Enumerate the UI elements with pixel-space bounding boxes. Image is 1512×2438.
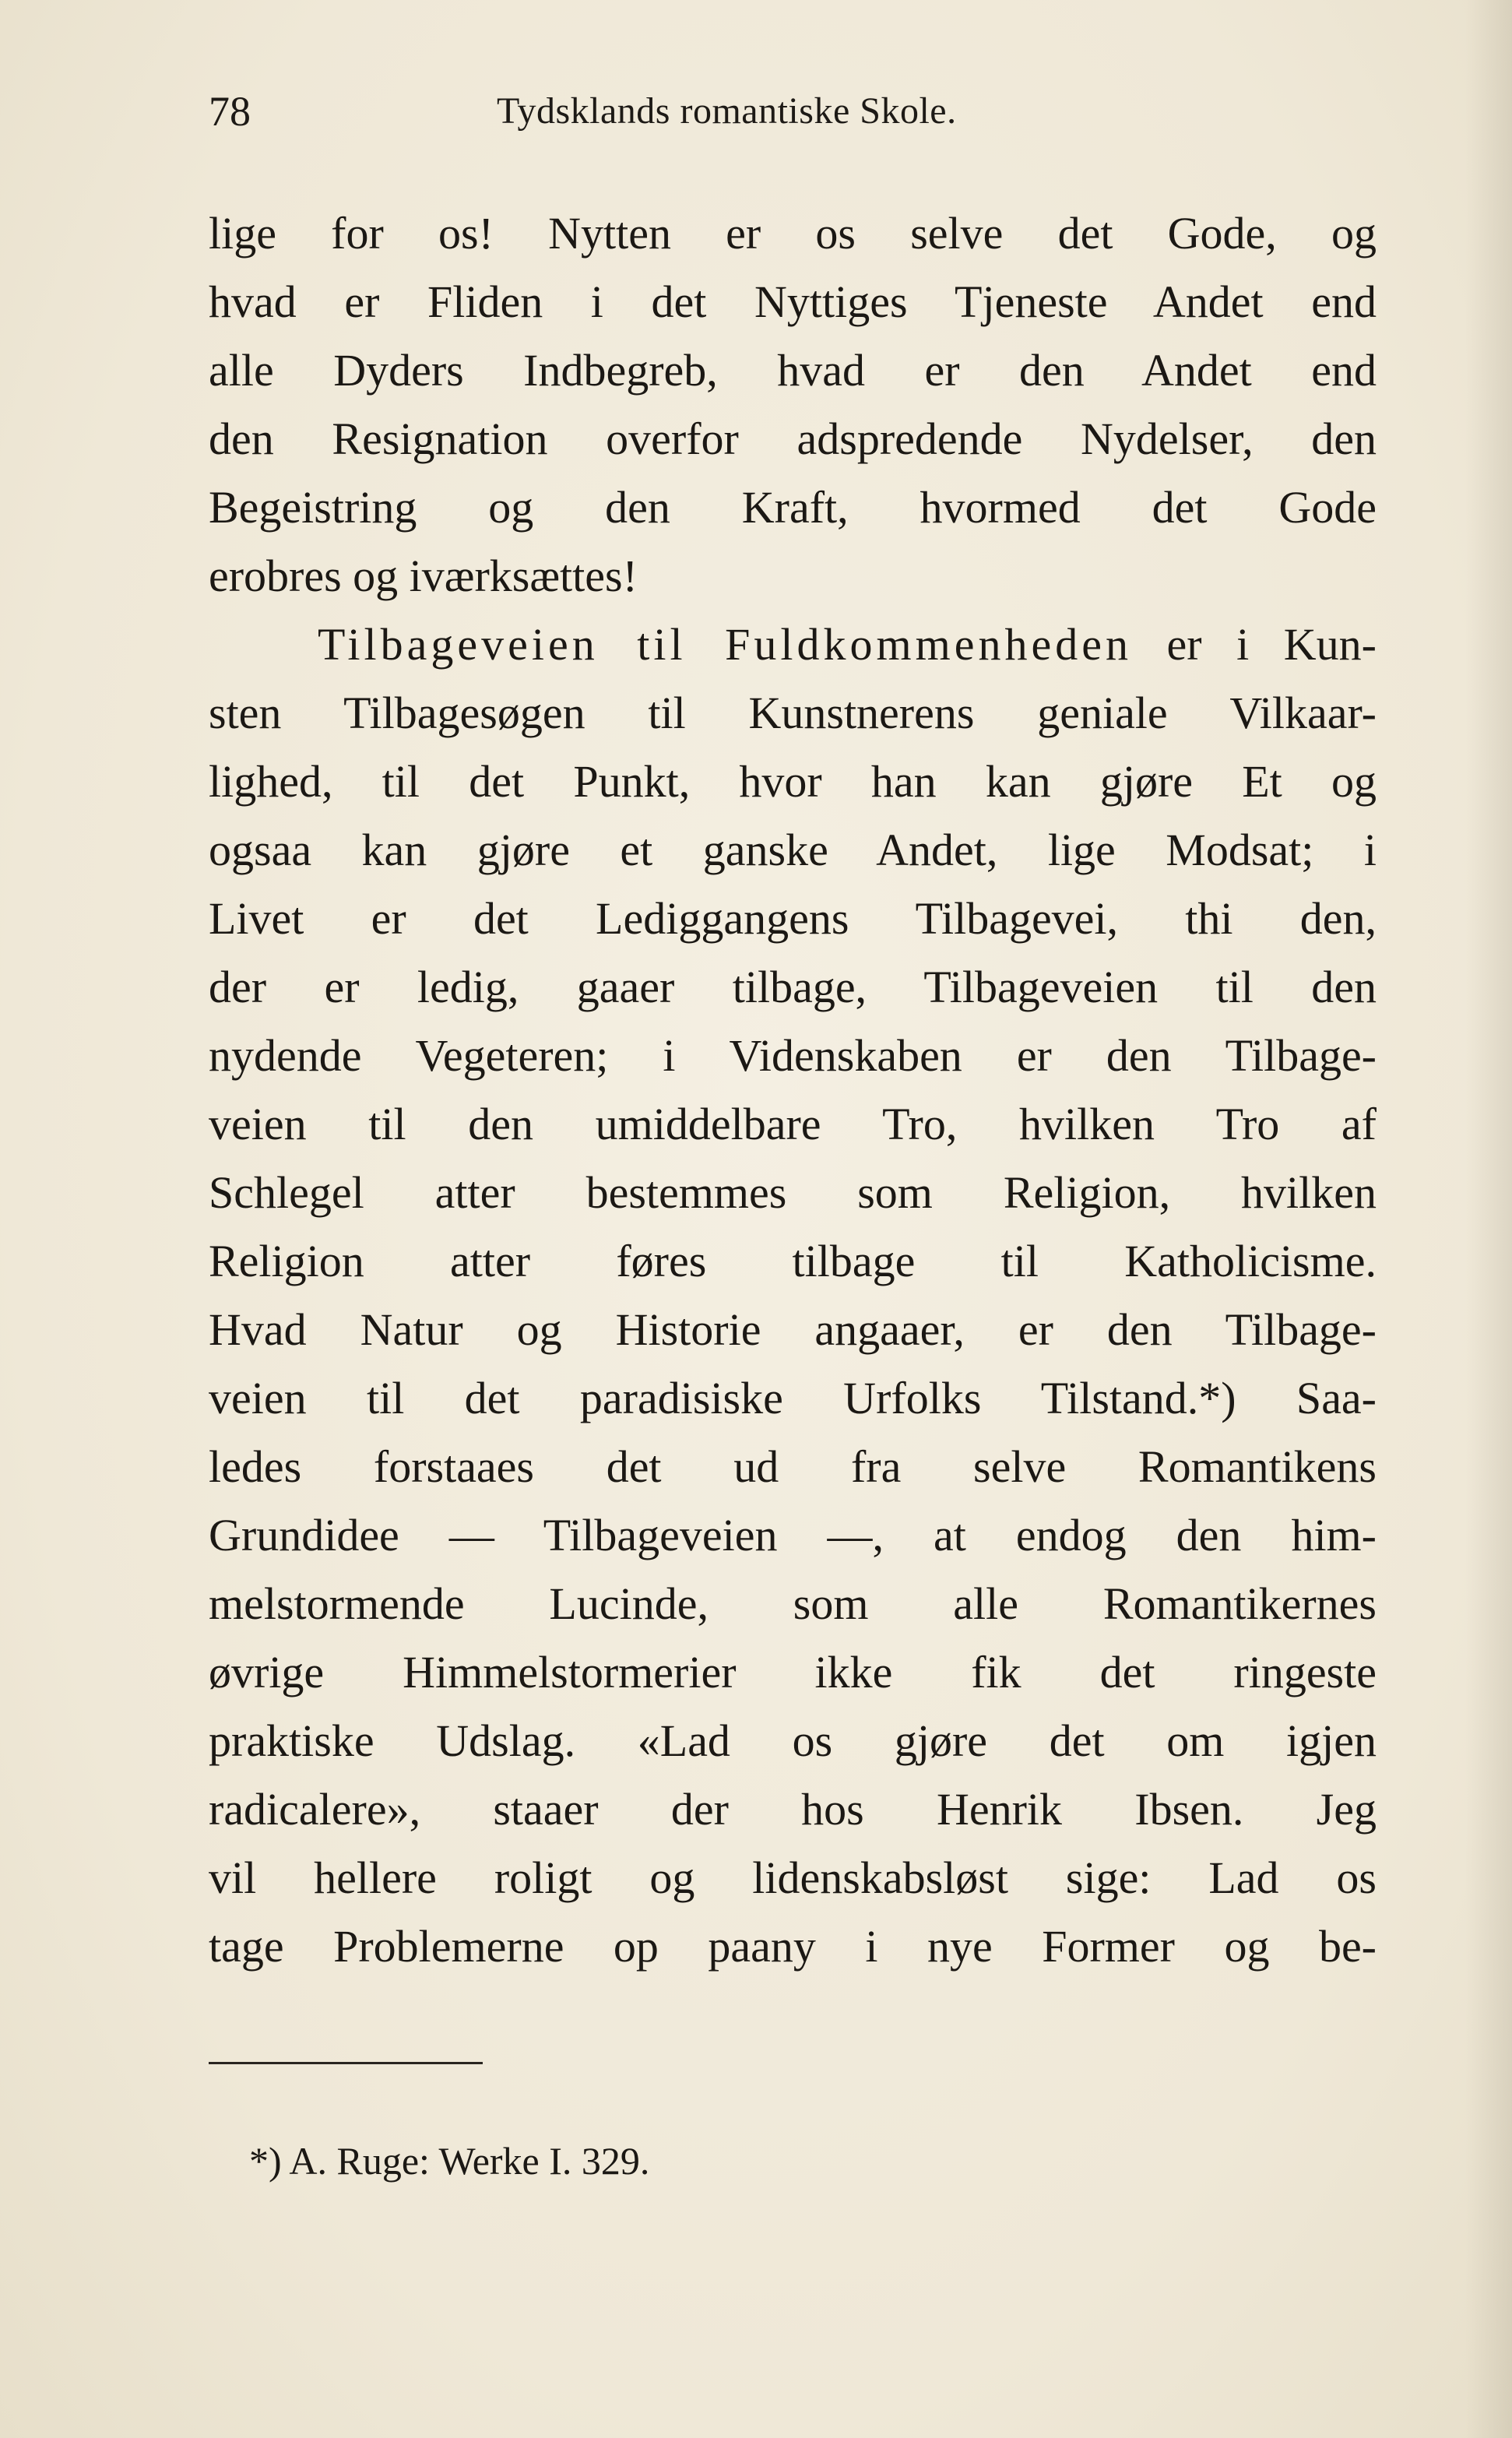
text-line: Livet er det Lediggangens Tilbagevei, thi den, xyxy=(209,893,1377,944)
text-line: tage Problemerne op paany i nye Former og be- xyxy=(209,1921,1377,1972)
spaced-emphasis: Tilbageveien til Fuldkommenheden xyxy=(318,619,1132,670)
running-head: Tydsklands romantiske Skole. xyxy=(497,90,957,132)
text-line: Begeistring og den Kraft, hvormed det Gode xyxy=(209,482,1377,533)
text-line: vil hellere roligt og lidenskabsløst sige: Lad os xyxy=(209,1852,1377,1903)
text-line: Schlegel atter bestemmes som Religion, hvilken xyxy=(209,1167,1377,1218)
text-line: ogsaa kan gjøre et ganske Andet, lige Modsat; i xyxy=(209,825,1377,875)
text-line: øvrige Himmelstormerier ikke fik det ringeste xyxy=(209,1647,1377,1697)
footnote: *) A. Ruge: Werke I. 329. xyxy=(249,2139,650,2183)
text-line: Hvad Natur og Historie angaaer, er den Tilbage- xyxy=(209,1304,1377,1355)
footnote-divider xyxy=(209,2062,483,2064)
text-line: hvad er Fliden i det Nyttiges Tjeneste Andet end xyxy=(209,276,1377,327)
text-line: radicalere», staaer der hos Henrik Ibsen. Jeg xyxy=(209,1784,1377,1835)
text-line: lige for os! Nytten er os selve det Gode, og xyxy=(209,208,1377,259)
text-line: praktiske Udslag. «Lad os gjøre det om igjen xyxy=(209,1715,1377,1766)
text-line: nydende Vegeteren; i Videnskaben er den Tilbage- xyxy=(209,1030,1377,1081)
text-line: erobres og iværksættes! xyxy=(209,551,638,601)
text-line: den Resignation overfor adspredende Nydelser, den xyxy=(209,413,1377,464)
page-number: 78 xyxy=(209,88,251,135)
text-line-rest: er i Kun- xyxy=(1131,619,1377,670)
text-line: melstormende Lucinde, som alle Romantikernes xyxy=(209,1578,1377,1629)
text-line: ledes forstaaes det ud fra selve Romantikens xyxy=(209,1441,1377,1492)
body-text xyxy=(209,199,1377,1981)
page-edge-shadow xyxy=(1465,0,1512,2438)
text-line: Religion atter føres tilbage til Katholicisme. xyxy=(209,1236,1377,1286)
text-line: Grundidee — Tilbageveien —, at endog den him- xyxy=(209,1510,1377,1560)
text-line: lighed, til det Punkt, hvor han kan gjøre Et og xyxy=(209,756,1377,807)
text-line: veien til den umiddelbare Tro, hvilken Tro af xyxy=(209,1099,1377,1149)
text-line: sten Tilbagesøgen til Kunstnerens geniale Vilkaar- xyxy=(209,688,1377,738)
text-line: veien til det paradisiske Urfolks Tilstand.*) Saa- xyxy=(209,1373,1377,1423)
page-header xyxy=(209,84,1377,139)
text-line: der er ledig, gaaer tilbage, Tilbageveien til den xyxy=(209,962,1377,1012)
text-line: alle Dyders Indbegreb, hvad er den Andet end xyxy=(209,345,1377,396)
paragraph-start-line xyxy=(209,610,1377,679)
